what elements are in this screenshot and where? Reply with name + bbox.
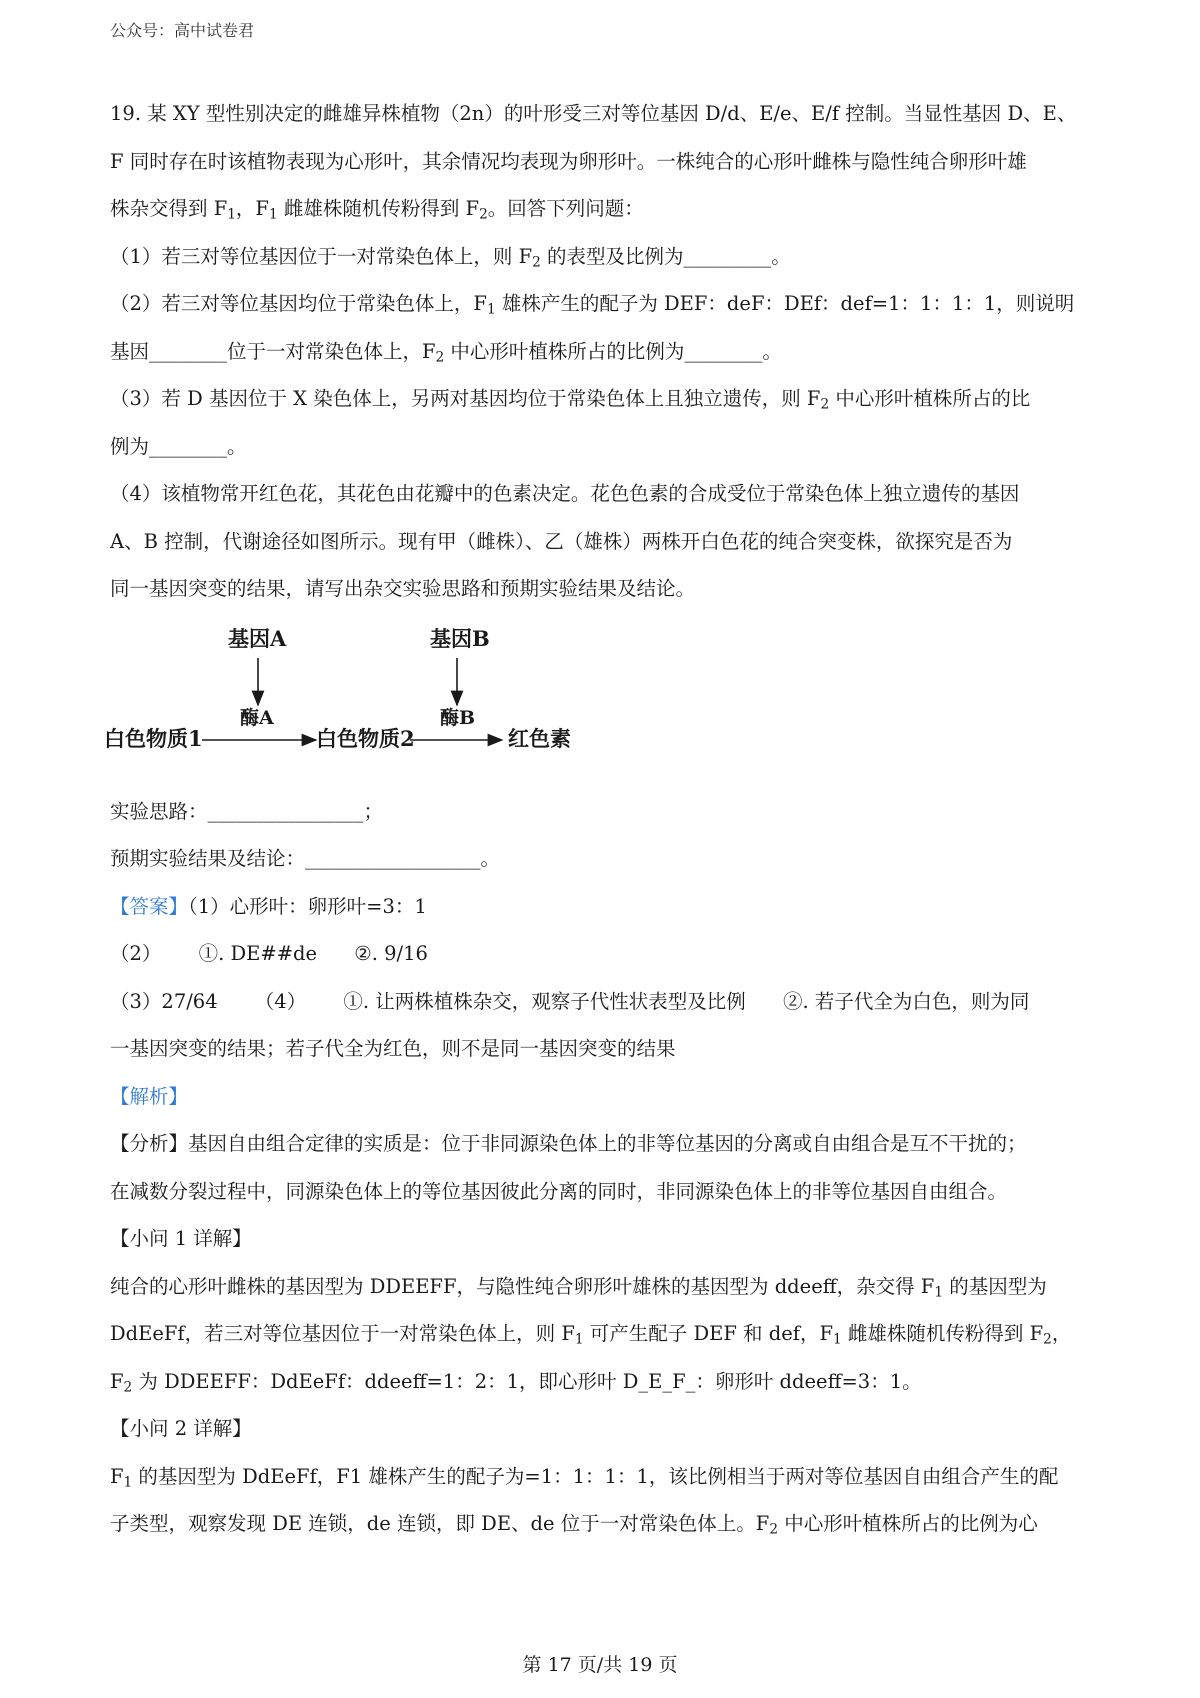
gene-a-label: 基因A <box>228 625 287 651</box>
question-line: F 同时存在时该植物表现为心形叶，其余情况均表现为卵形叶。一株纯合的心形叶雌株与隐性纯合卵形叶雄 <box>110 149 1027 173</box>
analysis-line: 子类型，观察发现 DE 连锁，de 连锁，即 DE、de 位于一对常染色体上。$F_2$ 中心形叶植株所占的比例为心 <box>110 1512 1038 1538</box>
analysis-line: 在减数分裂过程中，同源染色体上的等位基因彼此分离的同时，非同源染色体上的非等位基因自由组合。 <box>110 1179 1008 1203</box>
subquestion-4-cont: 同一基因突变的结果，请写出杂交实验思路和预期实验结果及结论。 <box>110 577 696 600</box>
subquestion-2-title: 【小问 2 详解】 <box>110 1417 252 1440</box>
answer-tag: 【答案】 <box>110 894 189 918</box>
substance-2-label: 白色物质2 <box>316 725 415 751</box>
analysis-line: $F_2$ 为 DDEEFF：DdEeFf：ddeeff=1：2：1，即心形叶 D_E_F_：卵形叶 ddeeff=3：1。 <box>110 1369 922 1395</box>
analysis-tag: 【解析】 <box>110 1084 189 1108</box>
pigment-label: 红色素 <box>508 725 571 751</box>
page-header: 公众号：高中试卷君 <box>110 21 255 40</box>
enzyme-a-label: 酶A <box>240 706 274 729</box>
analysis-line: DdEeFf，若三对等位基因位于一对常染色体上，则 $F_1$ 可产生配子 DEF 和 def，$F_1$ 雌雄株随机传粉得到 $F_2$， <box>110 1322 1072 1348</box>
answer-3: （3）27/64 （4） ①. 让两株植株杂交，观察子代性状表型及比例 ②. 若子代全为白色，则为同 <box>110 989 1030 1013</box>
subquestion-2: （2）若三对等位基因均位于常染色体上，$F_1$ 雄株产生的配子为 DEF：deF：DEf：def=1：1：1：1，则说明 <box>110 292 1075 318</box>
answer-3-cont: 一基因突变的结果；若子代全为红色，则不是同一基因突变的结果 <box>110 1037 676 1060</box>
subquestion-1: （1）若三对等位基因位于一对常染色体上，则 $F_2$ 的表型及比例为_________。 <box>110 244 791 270</box>
substance-1-label: 白色物质1 <box>104 725 203 751</box>
analysis-line: 【分析】基因自由组合定律的实质是：位于非同源染色体上的非等位基因的分离或自由组合是互不干扰的； <box>110 1132 1027 1155</box>
subquestion-2-cont: 基因________位于一对常染色体上，$F_2$ 中心形叶植株所占的比例为________。 <box>110 339 782 365</box>
idea-blank: 实验思路：________________； <box>110 799 384 823</box>
answer-2: （2） ①. DE##de ②. 9/16 <box>110 942 428 965</box>
subquestion-3-cont: 例为________。 <box>110 434 247 458</box>
enzyme-b-label: 酶B <box>440 706 476 729</box>
subquestion-4-cont: A、B 控制，代谢途径如图所示。现有甲（雌株）、乙（雄株）两株开白色花的纯合突变株，欲探究是否为 <box>110 529 1013 553</box>
expect-blank: 预期实验结果及结论：__________________。 <box>110 847 501 870</box>
subquestion-1-title: 【小问 1 详解】 <box>110 1227 252 1250</box>
subquestion-4: （4）该植物常开红色花，其花色由花瓣中的色素决定。花色色素的合成受位于常染色体上独立遗传的基因 <box>110 482 1020 505</box>
pathway-arrows <box>110 613 710 788</box>
subquestion-3: （3）若 D 基因位于 X 染色体上，另两对基因均位于常染色体上且独立遗传，则 $F_2$ 中心形叶植株所占的比 <box>110 387 1031 413</box>
document-body <box>104 90 1100 1548</box>
page-footer: 第 17 页/共 19 页 <box>522 1654 678 1676</box>
analysis-line: 纯合的心形叶雌株的基因型为 DDEEFF，与隐性纯合卵形叶雄株的基因型为 ddeeff，杂交得 $F_1$ 的基因型为 <box>110 1274 1047 1300</box>
answer-1: 【答案】（1）心形叶：卵形叶=3：1 <box>110 894 427 918</box>
gene-b-label: 基因B <box>430 625 490 651</box>
analysis-line: $F_1$ 的基因型为 DdEeFf，F1 雄株产生的配子为=1：1：1：1，该比例相当于两对等位基因自由组合产生的配 <box>110 1464 1059 1490</box>
pathway-diagram <box>104 613 1100 788</box>
question-line: 19. 某 XY 型性别决定的雌雄异株植物（2n）的叶形受三对等位基因 D/d、E/e、E/f 控制。当显性基因 D、E、 <box>110 102 1077 125</box>
question-line: 株杂交得到 $F_1$，$F_1$ 雌雄株随机传粉得到 $F_2$。回答下列问题： <box>110 197 644 223</box>
